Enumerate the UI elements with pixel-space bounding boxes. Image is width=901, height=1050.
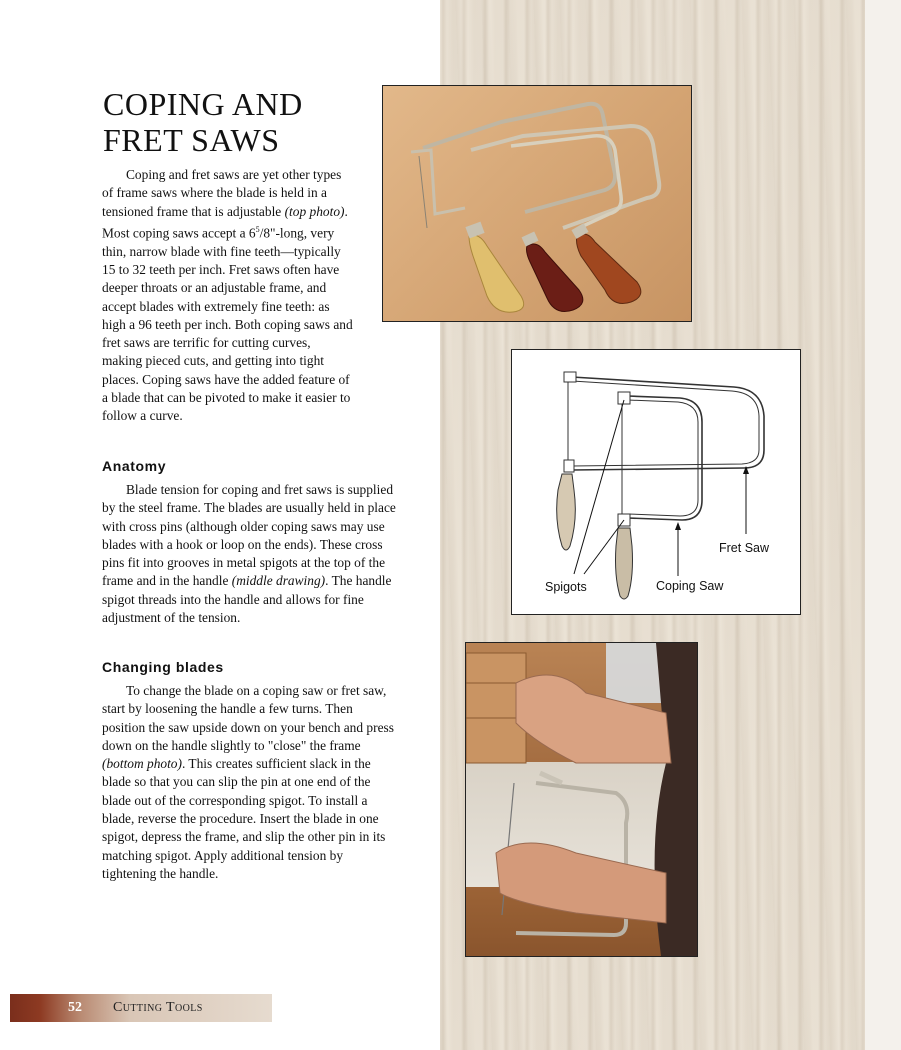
section-name: Cutting Tools (113, 1000, 203, 1015)
changing-blades-paragraph (102, 682, 396, 883)
lower-hand-arm (496, 843, 666, 923)
saw-frame-2 (471, 126, 659, 228)
handle-light (469, 235, 524, 312)
changing-text-2: . This creates sufficient slack in the blade so that you can slip the pin at one end of the blade out of the corresponding spigot. To install a blade, reverse the procedure. Insert the blade in one spigot, depress the frame, and slip the other pin in its matching spigot. Apply additional tension by tightening the handle. (102, 756, 386, 881)
saws-illustration (383, 86, 691, 321)
bottom-photo-changing-blade (465, 642, 698, 957)
fret-bottom-spigot (564, 460, 574, 472)
coping-saw-frame (628, 396, 702, 520)
anatomy-text-2: . The handle spigot threads into the handle and allows for fine adjustment of the tension. (102, 573, 392, 626)
saw-frame-1 (423, 104, 615, 212)
page-number: 52 (68, 1000, 82, 1015)
anatomy-italic-ref: (middle drawing) (231, 573, 326, 589)
fret-handle (557, 474, 576, 550)
changing-text-1: To change the blade on a coping saw or fret saw, start by loosening the handle a few turns. Then position the saw upside down on your bench and press down on the handle slightly to "close" the frame (102, 683, 394, 753)
changing-italic-ref: (bottom photo) (102, 756, 182, 772)
bottom-photo-illustration (466, 643, 697, 956)
title-line-2: FRET SAWS (103, 122, 280, 158)
intro-text-3: /8"-long, very thin, narrow blade with fine teeth—typically 15 to 32 teeth per inch. Fret saws often have deeper throats or an adjustable frame, and accept blades with extremely fine teeth: as high a 96 teeth per inch. Both coping saws and fret saws are terrific for cutting curves, making pieced cuts, and getting into tight places. Coping saws have the added feature of a blade that can be pivoted to make it easier to follow a curve. (102, 225, 353, 424)
ferrule-1 (465, 222, 484, 239)
coping-saw-label: Coping Saw (656, 579, 724, 593)
handle-orange (577, 234, 641, 304)
blade-line (419, 156, 427, 228)
top-photo-coping-saws (382, 85, 692, 322)
title-line-1: COPING AND (103, 86, 303, 122)
changing-blades-heading: Changing blades (102, 659, 224, 675)
anatomy-heading: Anatomy (102, 458, 167, 474)
saw-anatomy-drawing (511, 349, 801, 615)
coping-top-spigot (618, 392, 630, 404)
anatomy-svg (512, 350, 800, 614)
intro-text-1: Coping and fret saws are yet other types of frame saws where the blade is held in a tensioned frame that is adjustable (102, 167, 342, 219)
page-gutter (865, 0, 901, 1050)
intro-italic-ref: (top photo) (284, 203, 345, 219)
handle-dark (527, 244, 583, 312)
anatomy-paragraph (102, 481, 406, 627)
spigots-label: Spigots (545, 580, 587, 594)
fret-saw-label: Fret Saw (719, 541, 770, 555)
intro-paragraph (102, 166, 354, 426)
intro-superscript: 5 (255, 224, 260, 234)
saw-spigot-photo (540, 773, 562, 783)
coping-saw-frame-inner (628, 400, 698, 516)
fret-saw-frame-inner (572, 381, 759, 466)
coping-handle (616, 528, 633, 599)
anatomy-text-1: Blade tension for coping and fret saws is supplied by the steel frame. The blades are usually held in place with cross pins (although older coping saws may use blades with a hook or loop on the ends). These cross pins fit into grooves in metal spigots at the top of the frame and in the handle (102, 482, 396, 589)
intro-text-2: . Most coping saws accept a 6 (102, 203, 348, 241)
coping-arrow (675, 522, 681, 530)
fret-top-spigot (564, 372, 576, 382)
page-title (103, 86, 393, 158)
